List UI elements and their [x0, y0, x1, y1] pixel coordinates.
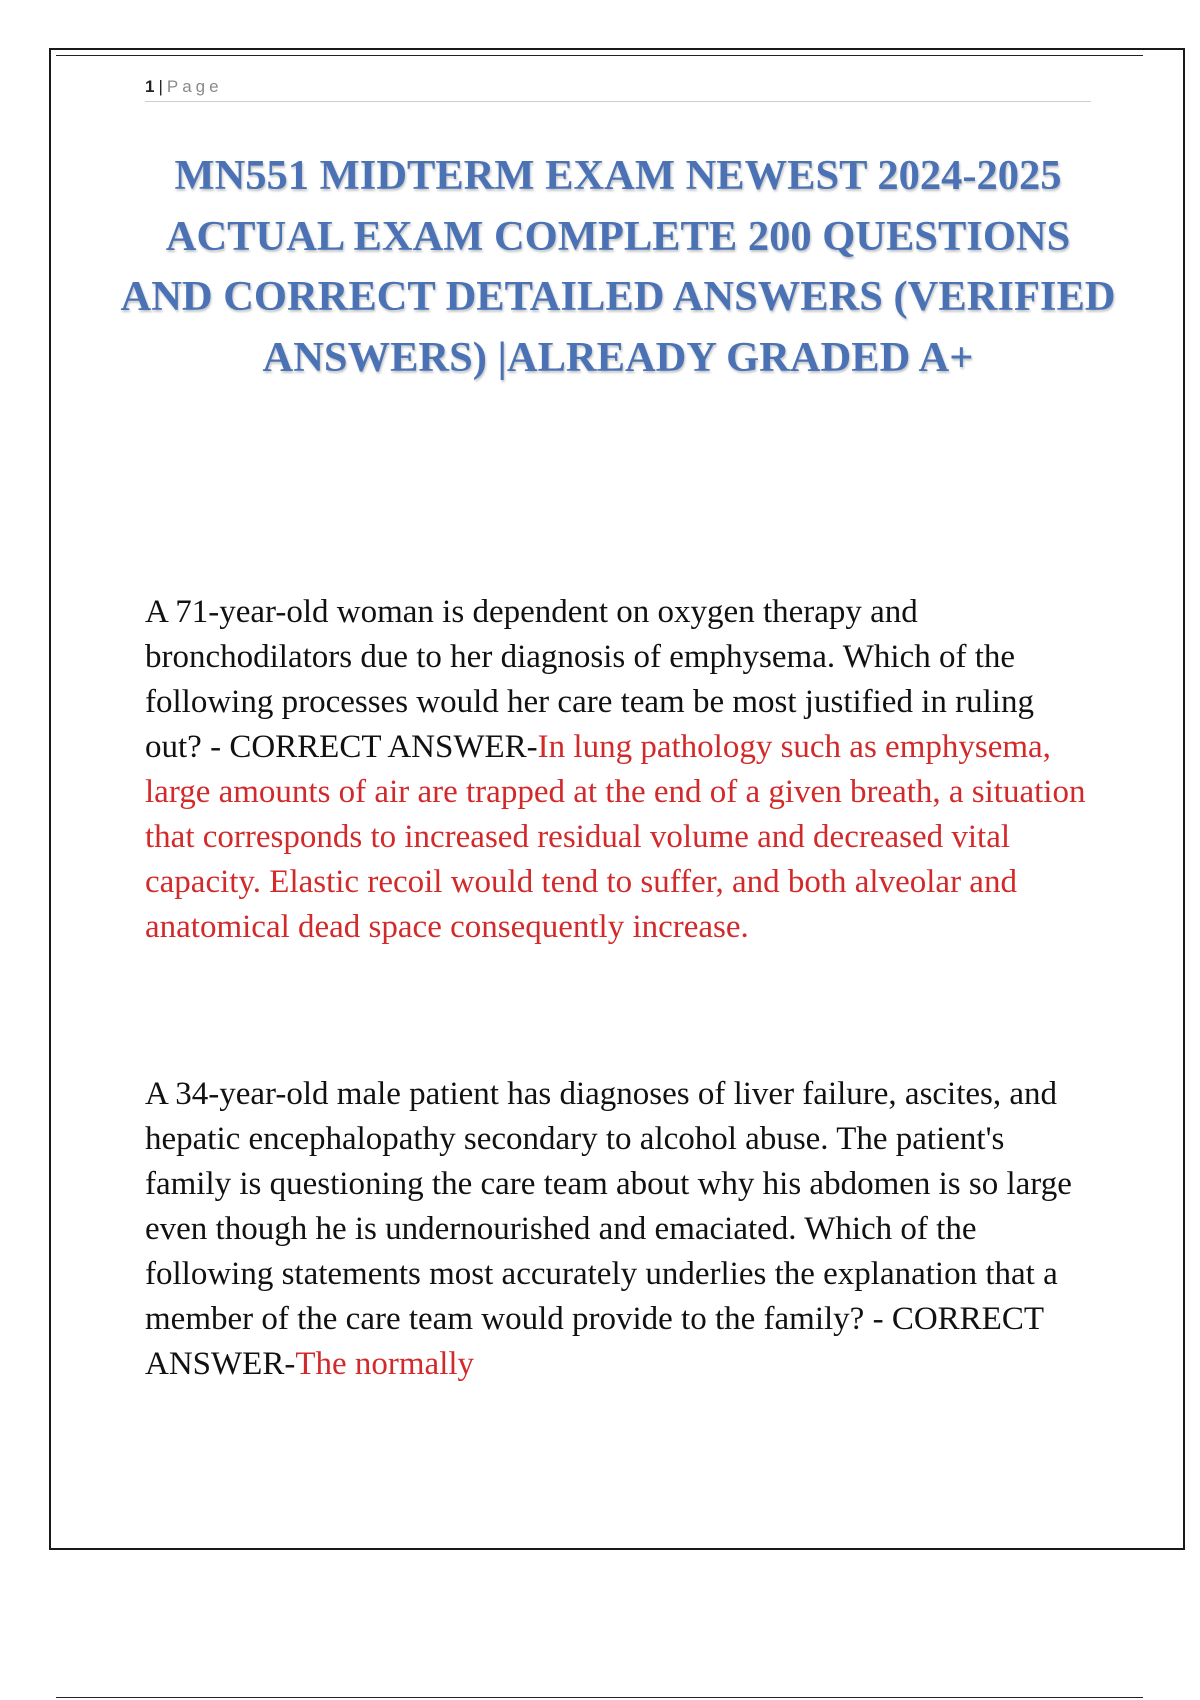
answer-text: The normally	[295, 1346, 475, 1382]
question-block	[145, 590, 1095, 950]
answer-text: In lung pathology such as emphysema, large amounts of air are trapped at the end of a given breath, a situation that corresponds to increased residual volume and decreased vital capacity. Elastic recoil would tend to suffer, and both alveolar and anatomical dead space consequently increase.	[145, 729, 1086, 945]
answer-prefix: - CORRECT ANSWER-	[145, 1301, 1044, 1382]
question-block	[145, 1072, 1095, 1387]
page-word: Page	[166, 77, 223, 96]
top-rule	[56, 55, 1143, 56]
document-title: MN551 MIDTERM EXAM NEWEST 2024-2025 ACTUAL EXAM COMPLETE 200 QUESTIONS AND CORRECT DETAILED ANSWERS (VERIFIED ANSWERS) |ALREADY GRADED A+	[120, 152, 1116, 381]
page-separator: |	[158, 77, 163, 96]
page-header	[145, 75, 1091, 102]
bottom-rule	[56, 1697, 1143, 1698]
page-number: 1	[145, 77, 155, 96]
question-text: A 71-year-old woman is dependent on oxygen therapy and bronchodilators due to her diagnosis of emphysema. Which of the following processes would her care team be most justified in ruling out?	[145, 594, 1034, 765]
answer-prefix: - CORRECT ANSWER-	[201, 729, 538, 765]
question-text: A 34-year-old male patient has diagnoses of liver failure, ascites, and hepatic encephalopathy secondary to alcohol abuse. The patient's family is questioning the care team about why his abdomen is so large even though he is undernourished and emaciated. Which of the following statements most accurately underlies the explanation that a member of the care team would provide to the family?	[145, 1076, 1072, 1337]
